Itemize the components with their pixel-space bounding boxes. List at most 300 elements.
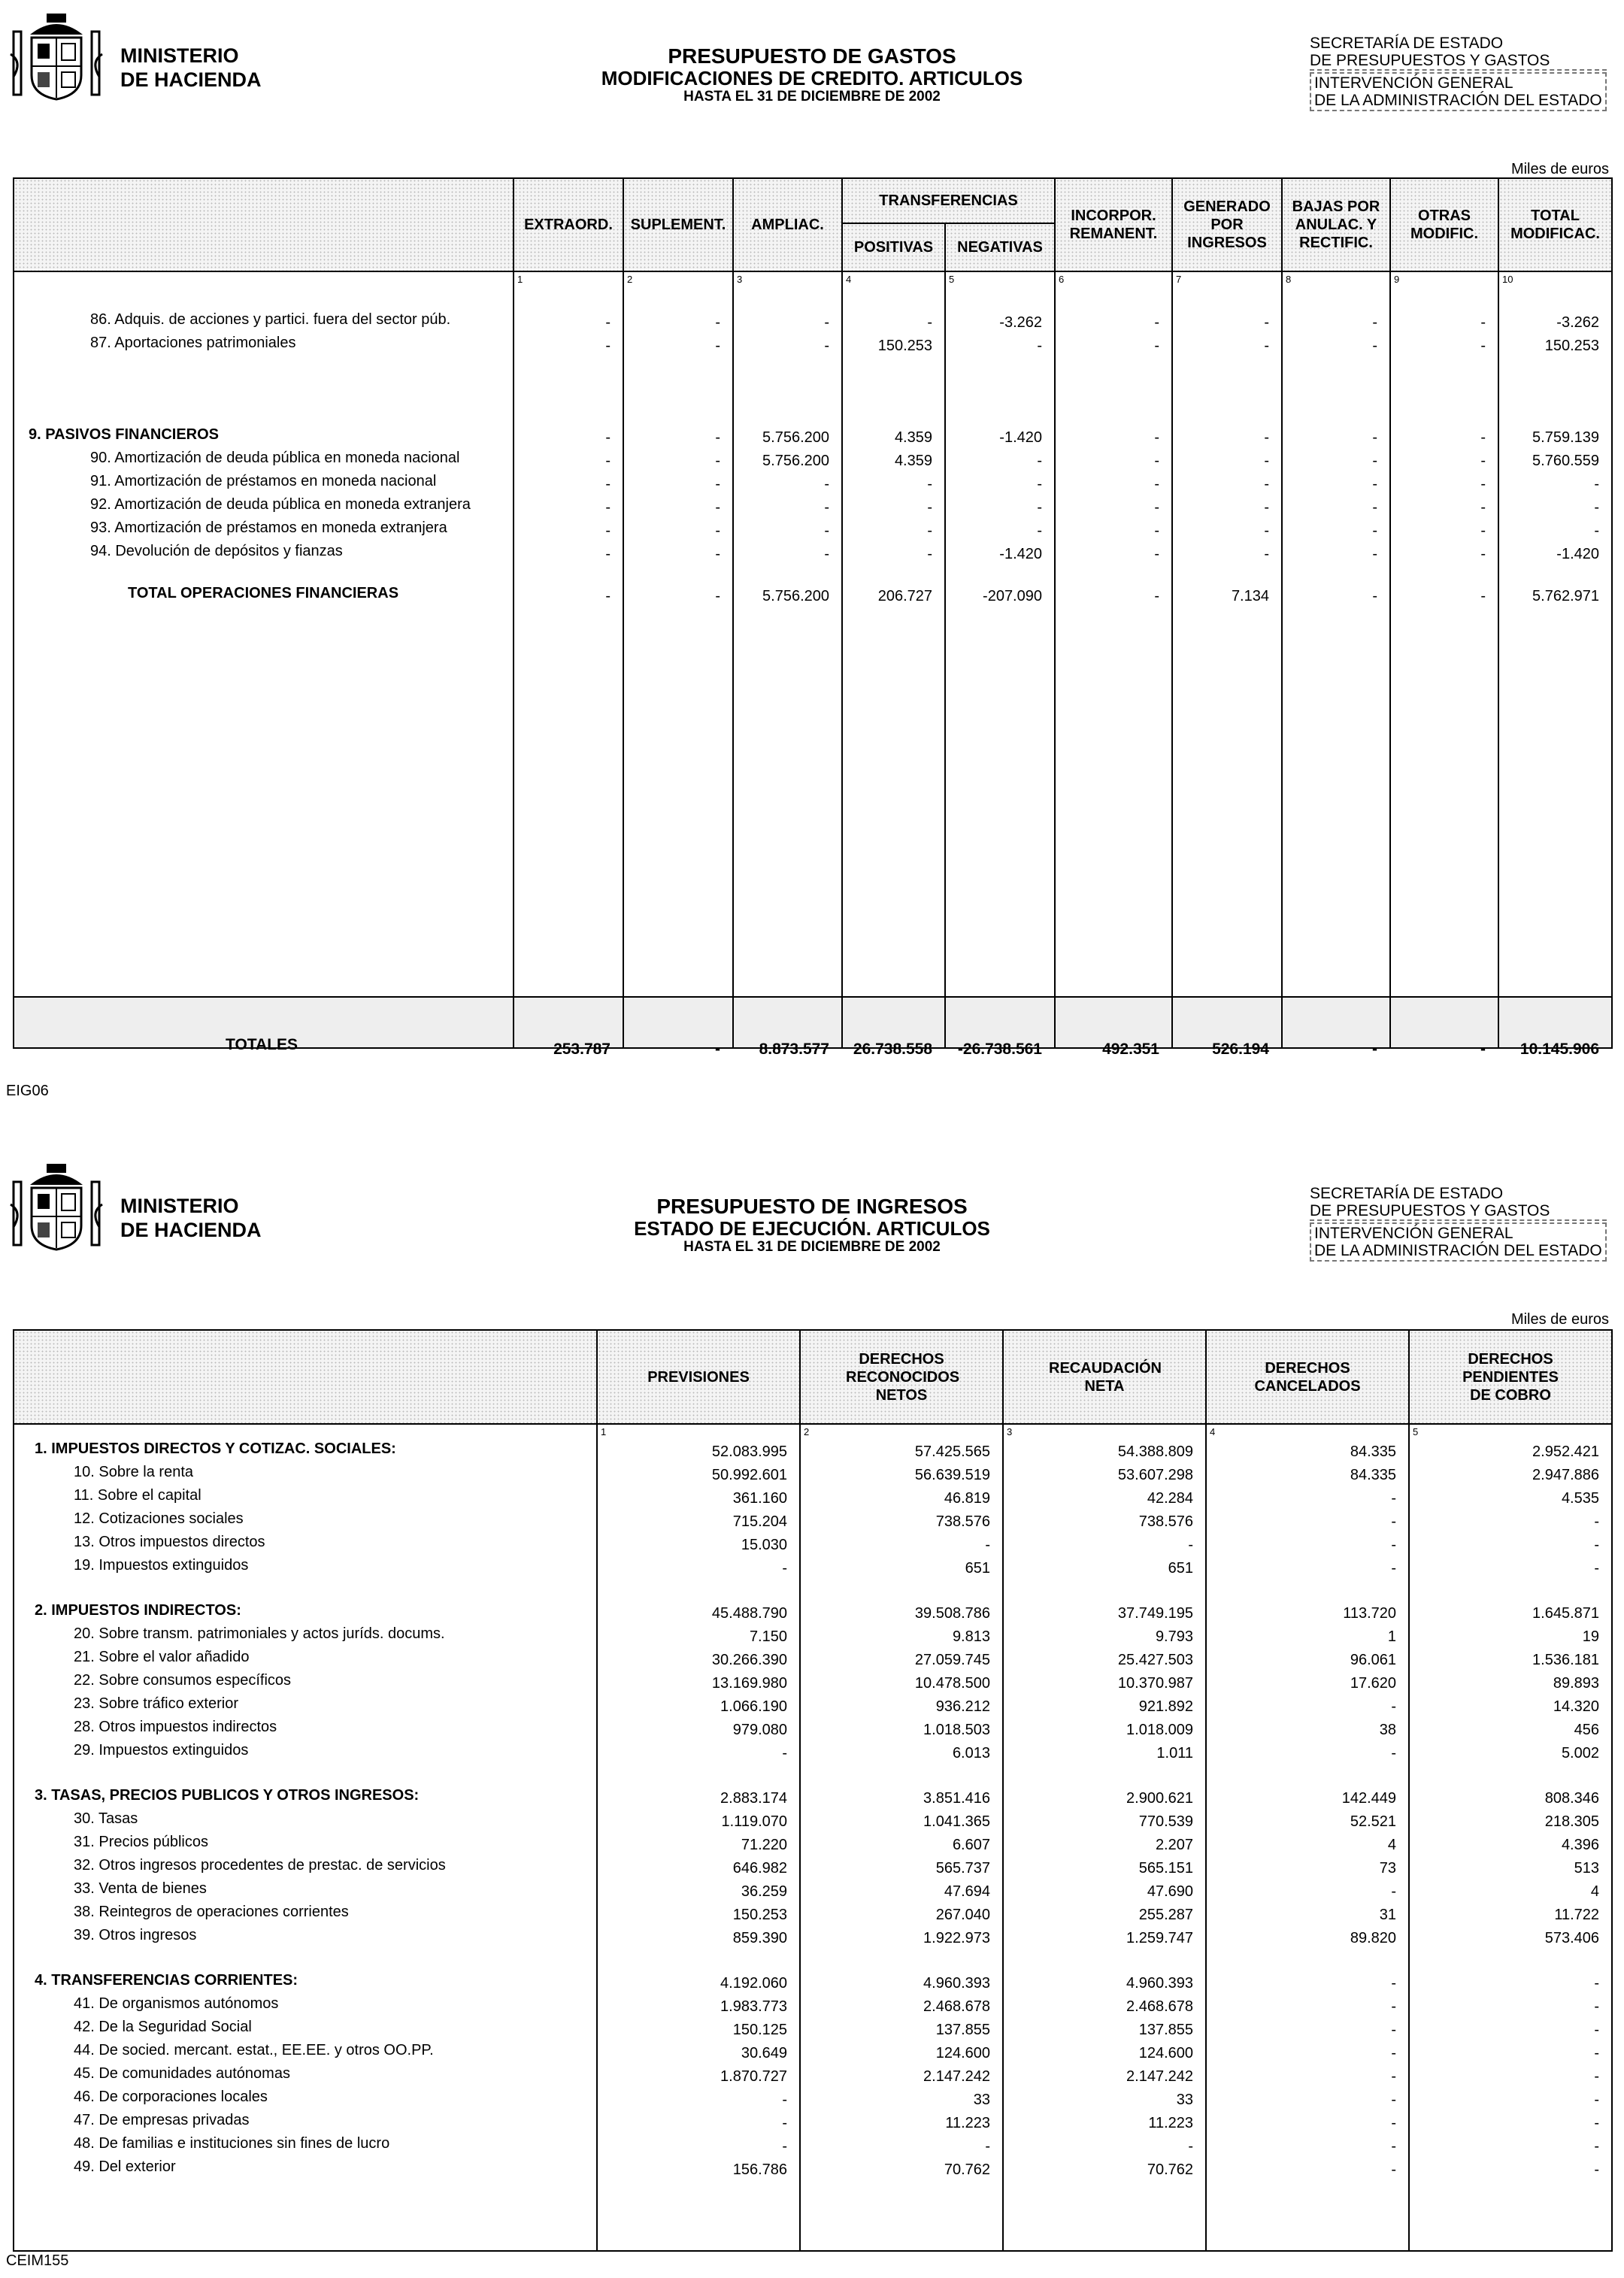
table-cell: 5.759.139 bbox=[1532, 429, 1599, 446]
table-cell: 17.620 bbox=[1350, 1675, 1396, 1692]
secretariat-line-2: DE PRESUPUESTOS Y GASTOS bbox=[1310, 1202, 1607, 1221]
table-cell: - bbox=[1154, 588, 1159, 604]
secretariat-line-1: SECRETARÍA DE ESTADO bbox=[1310, 35, 1504, 52]
body-col-5 bbox=[945, 271, 1055, 997]
row-label: 22. Sobre consumos específicos bbox=[74, 1672, 292, 1689]
row-label: 49. Del exterior bbox=[74, 2158, 176, 2175]
section-row-label: 2. IMPUESTOS INDIRECTOS: bbox=[35, 1602, 241, 1619]
table-cell: 2.207 bbox=[1155, 1837, 1193, 1853]
table-cell: 565.151 bbox=[1138, 1860, 1193, 1877]
table-cell: - bbox=[1154, 499, 1159, 516]
table-cell: - bbox=[1480, 338, 1486, 354]
table-cell: - bbox=[715, 314, 720, 331]
row-label: 46. De corporaciones locales bbox=[74, 2089, 268, 2105]
table-cell: - bbox=[1594, 499, 1599, 516]
row-label: 23. Sobre tráfico exterior bbox=[74, 1695, 238, 1712]
table-cell: 6.607 bbox=[952, 1837, 990, 1853]
table-cell: -207.090 bbox=[983, 588, 1042, 604]
table-cell: 4.359 bbox=[894, 429, 932, 446]
table-cell: 9.813 bbox=[952, 1628, 990, 1645]
table-cell: 15.030 bbox=[741, 1537, 787, 1553]
table-cell: 2.900.621 bbox=[1126, 1790, 1193, 1807]
table-cell: 27.059.745 bbox=[914, 1652, 990, 1668]
table-cell: 1.922.973 bbox=[923, 1930, 990, 1946]
col-number: 1 bbox=[517, 274, 523, 285]
secretariat-block bbox=[1310, 1185, 1607, 1262]
ingresos-header bbox=[0, 1150, 1624, 1278]
col-number: 2 bbox=[627, 274, 633, 285]
table-cell: - bbox=[985, 2138, 990, 2155]
table-cell: 1.536.181 bbox=[1532, 1652, 1599, 1668]
table-cell: - bbox=[1391, 2022, 1396, 2038]
table-cell: - bbox=[715, 499, 720, 516]
table-cell: 456 bbox=[1574, 1722, 1599, 1738]
ingresos-page bbox=[0, 1150, 1624, 2278]
table-cell: 53.607.298 bbox=[1117, 1467, 1193, 1483]
table-cell: - bbox=[1594, 2092, 1599, 2108]
footer-code: EIG06 bbox=[6, 1083, 49, 1099]
row-label: 47. De empresas privadas bbox=[74, 2112, 250, 2128]
ministry-line-1: MINISTERIO bbox=[120, 44, 239, 67]
table-cell: - bbox=[985, 1537, 990, 1553]
table-cell: - bbox=[1594, 2161, 1599, 2178]
body-col-2 bbox=[623, 271, 733, 997]
coat-of-arms-icon bbox=[8, 1159, 105, 1254]
title-line-2: MODIFICACIONES DE CREDITO. ARTICULOS bbox=[601, 67, 1023, 89]
ministry-line-2: DE HACIENDA bbox=[120, 68, 262, 91]
table-cell: 33 bbox=[1176, 2092, 1193, 2108]
row-label: 90. Amortización de deuda pública en moneda nacional bbox=[90, 450, 460, 466]
col-header-bajas: BAJAS POR ANULAC. Y RECTIFIC. bbox=[1282, 178, 1390, 271]
col-header-extraord: EXTRAORD. bbox=[514, 178, 623, 271]
body-col-3 bbox=[733, 271, 842, 997]
table-cell: - bbox=[1594, 1998, 1599, 2015]
table-cell: - bbox=[1594, 2022, 1599, 2038]
table-cell: - bbox=[605, 499, 611, 516]
table-cell: 5.760.559 bbox=[1532, 453, 1599, 469]
intervention-line-1: INTERVENCIÓN GENERAL bbox=[1314, 74, 1513, 92]
table-cell: 738.576 bbox=[935, 1513, 990, 1530]
table-cell: - bbox=[1594, 2068, 1599, 2085]
table-cell: 4 bbox=[1387, 1837, 1396, 1853]
table-cell: - bbox=[605, 588, 611, 604]
table-cell: - bbox=[1480, 546, 1486, 562]
table-cell: - bbox=[1372, 338, 1377, 354]
ministry-line-2: DE HACIENDA bbox=[120, 1219, 262, 1241]
table-cell: - bbox=[1037, 523, 1042, 539]
table-cell: 2.883.174 bbox=[720, 1790, 787, 1807]
table-cell: 646.982 bbox=[732, 1860, 787, 1877]
table-cell: - bbox=[927, 314, 932, 331]
table-cell: - bbox=[1391, 2138, 1396, 2155]
table-cell: 137.855 bbox=[1138, 2022, 1193, 2038]
table-cell: - bbox=[605, 429, 611, 446]
table-cell: - bbox=[1480, 314, 1486, 331]
table-cell: 46.819 bbox=[944, 1490, 990, 1507]
table-cell: - bbox=[1391, 1998, 1396, 2015]
table-cell: - bbox=[1372, 499, 1377, 516]
table-cell: 50.992.601 bbox=[711, 1467, 787, 1483]
table-cell: - bbox=[1154, 546, 1159, 562]
table-cell: - bbox=[1264, 499, 1269, 516]
table-cell: 31 bbox=[1379, 1907, 1396, 1923]
table-cell: - bbox=[715, 429, 720, 446]
table-cell: -3.262 bbox=[1556, 314, 1599, 331]
table-cell: 4.396 bbox=[1561, 1837, 1599, 1853]
table-cell: - bbox=[824, 499, 829, 516]
table-cell: - bbox=[927, 546, 932, 562]
table-cell: - bbox=[1154, 476, 1159, 492]
table-cell: 84.335 bbox=[1350, 1467, 1396, 1483]
col-number: 1 bbox=[601, 1426, 607, 1437]
table-cell: - bbox=[1480, 453, 1486, 469]
table-cell: - bbox=[1037, 338, 1042, 354]
table-cell: - bbox=[605, 546, 611, 562]
body-col-4 bbox=[842, 271, 945, 997]
table-cell: 267.040 bbox=[935, 1907, 990, 1923]
table-cell: - bbox=[1372, 546, 1377, 562]
table-cell: 4.960.393 bbox=[1126, 1975, 1193, 1992]
table-cell: 859.390 bbox=[732, 1930, 787, 1946]
table-cell: 42.284 bbox=[1147, 1490, 1193, 1507]
gastos-table bbox=[13, 177, 1613, 1049]
section-row-label: TOTAL OPERACIONES FINANCIERAS bbox=[128, 585, 399, 601]
table-cell: 2.947.886 bbox=[1532, 1467, 1599, 1483]
units-label: Miles de euros bbox=[1510, 1311, 1609, 1328]
row-label: 10. Sobre la renta bbox=[74, 1464, 193, 1480]
table-cell: 150.253 bbox=[1544, 338, 1599, 354]
col-header-cancelados: DERECHOS CANCELADOS bbox=[1206, 1330, 1409, 1424]
body-col-10 bbox=[1498, 271, 1612, 997]
table-cell: - bbox=[1391, 2068, 1396, 2085]
col-header-ampliac: AMPLIAC. bbox=[733, 178, 842, 271]
table-cell: - bbox=[715, 588, 720, 604]
col-header-pendientes: DERECHOS PENDIENTES DE COBRO bbox=[1409, 1330, 1612, 1424]
row-label: 32. Otros ingresos procedentes de prestac. de servicios bbox=[74, 1857, 446, 1874]
table-cell: 4.960.393 bbox=[923, 1975, 990, 1992]
table-cell: - bbox=[605, 314, 611, 331]
row-label: 94. Devolución de depósitos y fianzas bbox=[90, 543, 343, 559]
table-cell: 84.335 bbox=[1350, 1443, 1396, 1460]
table-cell: 52.083.995 bbox=[711, 1443, 787, 1460]
totals-value: - bbox=[1372, 1041, 1377, 1058]
table-cell: - bbox=[1372, 476, 1377, 492]
col-number: 5 bbox=[1413, 1426, 1419, 1437]
row-label: 11. Sobre el capital bbox=[74, 1487, 201, 1504]
table-cell: - bbox=[1264, 476, 1269, 492]
table-cell: - bbox=[1480, 499, 1486, 516]
table-cell: 2.952.421 bbox=[1532, 1443, 1599, 1460]
table-cell: - bbox=[1264, 338, 1269, 354]
table-cell: - bbox=[1480, 429, 1486, 446]
row-label: 13. Otros impuestos directos bbox=[74, 1534, 265, 1550]
table-cell: 651 bbox=[965, 1560, 990, 1577]
table-cell: - bbox=[605, 523, 611, 539]
table-cell: - bbox=[1480, 588, 1486, 604]
col-number: 10 bbox=[1502, 274, 1513, 285]
row-label: 38. Reintegros de operaciones corrientes bbox=[74, 1904, 349, 1920]
ministry-name bbox=[120, 44, 262, 92]
col-header-incorpor: INCORPOR. REMANENT. bbox=[1055, 178, 1172, 271]
table-cell: - bbox=[1154, 453, 1159, 469]
row-label: 87. Aportaciones patrimoniales bbox=[90, 335, 296, 351]
table-cell: 9.793 bbox=[1155, 1628, 1193, 1645]
totals-value: 10.145.906 bbox=[1519, 1041, 1599, 1058]
row-label: 20. Sobre transm. patrimoniales y actos juríds. docums. bbox=[74, 1625, 445, 1642]
col-number: 3 bbox=[1007, 1426, 1013, 1437]
table-cell: 738.576 bbox=[1138, 1513, 1193, 1530]
col-number: 4 bbox=[1210, 1426, 1216, 1437]
table-cell: 5.756.200 bbox=[762, 429, 829, 446]
table-cell: 1.645.871 bbox=[1532, 1605, 1599, 1622]
table-cell: - bbox=[1391, 1537, 1396, 1553]
table-cell: 10.478.500 bbox=[914, 1675, 990, 1692]
totals-value: - bbox=[715, 1041, 720, 1058]
table-cell: 57.425.565 bbox=[914, 1443, 990, 1460]
col-header-total: TOTAL MODIFICAC. bbox=[1498, 178, 1612, 271]
table-cell: - bbox=[1391, 2115, 1396, 2131]
table-cell: - bbox=[1188, 2138, 1193, 2155]
body-col-8 bbox=[1282, 271, 1390, 997]
col-number: 5 bbox=[949, 274, 955, 285]
table-cell: - bbox=[1264, 453, 1269, 469]
table-cell: - bbox=[782, 2138, 787, 2155]
table-cell: - bbox=[1264, 314, 1269, 331]
col-header-suplement: SUPLEMENT. bbox=[623, 178, 733, 271]
col-header-negativas: NEGATIVAS bbox=[945, 223, 1055, 271]
table-cell: 715.204 bbox=[732, 1513, 787, 1530]
table-cell: - bbox=[1154, 429, 1159, 446]
ministry-name bbox=[120, 1194, 262, 1242]
table-cell: - bbox=[1154, 314, 1159, 331]
title-date: HASTA EL 31 DE DICIEMBRE DE 2002 bbox=[683, 1239, 941, 1255]
table-cell: - bbox=[1154, 338, 1159, 354]
table-cell: - bbox=[824, 314, 829, 331]
table-cell: - bbox=[824, 338, 829, 354]
table-cell: - bbox=[1594, 2138, 1599, 2155]
report-title bbox=[541, 1195, 1083, 1256]
table-cell: - bbox=[1391, 2161, 1396, 2178]
table-cell: - bbox=[1391, 1745, 1396, 1762]
intervention-line-2: DE LA ADMINISTRACIÓN DEL ESTADO bbox=[1314, 1242, 1602, 1259]
row-label: 41. De organismos autónomos bbox=[74, 1995, 279, 2012]
col-header-generado: GENERADO POR INGRESOS bbox=[1172, 178, 1282, 271]
coat-of-arms-icon bbox=[8, 9, 105, 104]
table-cell: - bbox=[1480, 523, 1486, 539]
intervention-line-1: INTERVENCIÓN GENERAL bbox=[1314, 1225, 1513, 1242]
row-label: 33. Venta de bienes bbox=[74, 1880, 207, 1897]
col-number: 6 bbox=[1059, 274, 1065, 285]
gastos-page bbox=[0, 0, 1624, 1128]
table-cell: 5.002 bbox=[1561, 1745, 1599, 1762]
table-cell: - bbox=[1391, 1975, 1396, 1992]
table-cell: 2.147.242 bbox=[923, 2068, 990, 2085]
table-cell: 1.259.747 bbox=[1126, 1930, 1193, 1946]
table-cell: 921.892 bbox=[1138, 1698, 1193, 1715]
blank-header-cell bbox=[14, 1330, 597, 1424]
col-header-recaudacion: RECAUDACIÓN NETA bbox=[1003, 1330, 1206, 1424]
table-cell: - bbox=[782, 2115, 787, 2131]
section-row-label: 3. TASAS, PRECIOS PUBLICOS Y OTROS INGRESOS: bbox=[35, 1787, 420, 1804]
totals-label: TOTALES bbox=[226, 1036, 298, 1053]
row-label: 92. Amortización de deuda pública en moneda extranjera bbox=[90, 496, 471, 513]
table-cell: 89.893 bbox=[1553, 1675, 1599, 1692]
table-cell: 808.346 bbox=[1544, 1790, 1599, 1807]
table-cell: 10.370.987 bbox=[1117, 1675, 1193, 1692]
title-line-1: PRESUPUESTO DE INGRESOS bbox=[656, 1195, 968, 1218]
table-cell: 39.508.786 bbox=[914, 1605, 990, 1622]
secretariat-line-1: SECRETARÍA DE ESTADO bbox=[1310, 1185, 1504, 1202]
table-cell: 1.018.503 bbox=[923, 1722, 990, 1738]
row-label: 39. Otros ingresos bbox=[74, 1927, 197, 1943]
table-cell: 1.119.070 bbox=[721, 1813, 787, 1830]
row-label: 91. Amortización de préstamos en moneda nacional bbox=[90, 473, 437, 489]
table-cell: 52.521 bbox=[1350, 1813, 1396, 1830]
table-cell: 4 bbox=[1590, 1883, 1599, 1900]
table-cell: - bbox=[715, 523, 720, 539]
col-number: 8 bbox=[1286, 274, 1292, 285]
table-cell: 45.488.790 bbox=[711, 1605, 787, 1622]
row-label: 12. Cotizaciones sociales bbox=[74, 1510, 244, 1527]
table-cell: 2.468.678 bbox=[1126, 1998, 1193, 2015]
table-cell: - bbox=[1391, 2045, 1396, 2061]
footer-code: CEIM155 bbox=[6, 2252, 69, 2269]
units-label: Miles de euros bbox=[1510, 161, 1609, 177]
table-cell: 565.737 bbox=[935, 1860, 990, 1877]
table-cell: 150.253 bbox=[877, 338, 932, 354]
table-cell: 156.786 bbox=[732, 2161, 787, 2178]
table-cell: 25.427.503 bbox=[1117, 1652, 1193, 1668]
intervention-line-2: DE LA ADMINISTRACIÓN DEL ESTADO bbox=[1314, 92, 1602, 109]
table-cell: 2.468.678 bbox=[923, 1998, 990, 2015]
col-header-positivas: POSITIVAS bbox=[842, 223, 945, 271]
table-cell: 73 bbox=[1379, 1860, 1396, 1877]
table-cell: 137.855 bbox=[935, 2022, 990, 2038]
table-cell: - bbox=[1594, 1560, 1599, 1577]
table-cell: - bbox=[824, 546, 829, 562]
table-cell: 54.388.809 bbox=[1117, 1443, 1193, 1460]
row-label: 21. Sobre el valor añadido bbox=[74, 1649, 250, 1665]
table-cell: 89.820 bbox=[1350, 1930, 1396, 1946]
table-cell: 30.649 bbox=[741, 2045, 787, 2061]
title-line-1: PRESUPUESTO DE GASTOS bbox=[668, 44, 956, 68]
row-label: 28. Otros impuestos indirectos bbox=[74, 1719, 277, 1735]
table-cell: 1.011 bbox=[1156, 1745, 1193, 1762]
table-cell: 1.983.773 bbox=[720, 1998, 787, 2015]
table-cell: - bbox=[824, 523, 829, 539]
table-cell: 70.762 bbox=[1147, 2161, 1193, 2178]
row-label: 42. De la Seguridad Social bbox=[74, 2019, 252, 2035]
table-cell: 36.259 bbox=[741, 1883, 787, 1900]
table-cell: - bbox=[1391, 2092, 1396, 2108]
section-row-label: 1. IMPUESTOS DIRECTOS Y COTIZAC. SOCIALES: bbox=[35, 1440, 396, 1457]
table-cell: - bbox=[1594, 1975, 1599, 1992]
table-cell: - bbox=[1594, 1537, 1599, 1553]
row-label: 31. Precios públicos bbox=[74, 1834, 208, 1850]
col-header-otras: OTRAS MODIFIC. bbox=[1390, 178, 1498, 271]
table-cell: 218.305 bbox=[1544, 1813, 1599, 1830]
table-cell: - bbox=[782, 1745, 787, 1762]
col-header-derechos-reconocidos: DERECHOS RECONOCIDOS NETOS bbox=[800, 1330, 1003, 1424]
table-cell: - bbox=[1594, 523, 1599, 539]
title-date: HASTA EL 31 DE DICIEMBRE DE 2002 bbox=[683, 89, 941, 105]
col-header-transferencias: TRANSFERENCIAS bbox=[842, 178, 1055, 223]
table-cell: -1.420 bbox=[999, 546, 1042, 562]
totals-value: 253.787 bbox=[553, 1041, 611, 1058]
table-cell: 38 bbox=[1379, 1722, 1396, 1738]
table-cell: 19 bbox=[1582, 1628, 1599, 1645]
table-cell: - bbox=[1594, 2045, 1599, 2061]
row-label: 44. De socied. mercant. estat., EE.EE. y otros OO.PP. bbox=[74, 2042, 434, 2058]
table-cell: - bbox=[782, 2092, 787, 2108]
table-cell: - bbox=[1372, 588, 1377, 604]
col-header-previsiones: PREVISIONES bbox=[597, 1330, 800, 1424]
row-label: 93. Amortización de préstamos en moneda extranjera bbox=[90, 520, 447, 536]
table-cell: 4.535 bbox=[1561, 1490, 1599, 1507]
totals-value: - bbox=[1480, 1041, 1486, 1058]
table-cell: - bbox=[1264, 523, 1269, 539]
table-cell: 70.762 bbox=[944, 2161, 990, 2178]
table-cell: - bbox=[1391, 1883, 1396, 1900]
table-cell: 1.066.190 bbox=[720, 1698, 787, 1715]
totals-value: 8.873.577 bbox=[759, 1041, 829, 1058]
intervention-box bbox=[1310, 72, 1607, 111]
secretariat-block bbox=[1310, 35, 1607, 111]
table-cell: 124.600 bbox=[1138, 2045, 1193, 2061]
table-cell: - bbox=[1154, 523, 1159, 539]
table-cell: - bbox=[927, 523, 932, 539]
table-cell: 5.762.971 bbox=[1532, 588, 1599, 604]
table-cell: - bbox=[715, 476, 720, 492]
body-col-7 bbox=[1172, 271, 1282, 997]
table-cell: - bbox=[1391, 1513, 1396, 1530]
table-cell: - bbox=[605, 453, 611, 469]
col-number: 2 bbox=[804, 1426, 810, 1437]
row-label: 29. Impuestos extinguidos bbox=[74, 1742, 249, 1758]
table-cell: 37.749.195 bbox=[1117, 1605, 1193, 1622]
table-cell: 361.160 bbox=[732, 1490, 787, 1507]
table-cell: - bbox=[715, 338, 720, 354]
table-cell: 14.320 bbox=[1553, 1698, 1599, 1715]
table-cell: 150.125 bbox=[732, 2022, 787, 2038]
table-cell: - bbox=[1594, 2115, 1599, 2131]
table-cell: 142.449 bbox=[1341, 1790, 1396, 1807]
table-cell: 11.223 bbox=[945, 2115, 990, 2131]
table-cell: - bbox=[1372, 523, 1377, 539]
secretariat-line-2: DE PRESUPUESTOS Y GASTOS bbox=[1310, 52, 1607, 71]
row-label: 30. Tasas bbox=[74, 1810, 138, 1827]
table-cell: 1.018.009 bbox=[1126, 1722, 1193, 1738]
table-cell: 96.061 bbox=[1350, 1652, 1396, 1668]
title-line-2: ESTADO DE EJECUCIÓN. ARTICULOS bbox=[634, 1217, 990, 1240]
table-cell: -1.420 bbox=[999, 429, 1042, 446]
table-cell: 71.220 bbox=[741, 1837, 787, 1853]
intervention-box bbox=[1310, 1222, 1607, 1262]
table-cell: 5.756.200 bbox=[762, 453, 829, 469]
table-cell: - bbox=[715, 546, 720, 562]
table-cell: 1.870.727 bbox=[720, 2068, 787, 2085]
table-cell: 30.266.390 bbox=[711, 1652, 787, 1668]
table-cell: -3.262 bbox=[999, 314, 1042, 331]
table-cell: - bbox=[1594, 476, 1599, 492]
table-cell: 979.080 bbox=[732, 1722, 787, 1738]
table-cell: 4.192.060 bbox=[720, 1975, 787, 1992]
table-cell: - bbox=[605, 338, 611, 354]
table-cell: 770.539 bbox=[1138, 1813, 1193, 1830]
table-cell: - bbox=[1372, 429, 1377, 446]
ministry-line-1: MINISTERIO bbox=[120, 1195, 239, 1217]
col-number: 9 bbox=[1394, 274, 1400, 285]
